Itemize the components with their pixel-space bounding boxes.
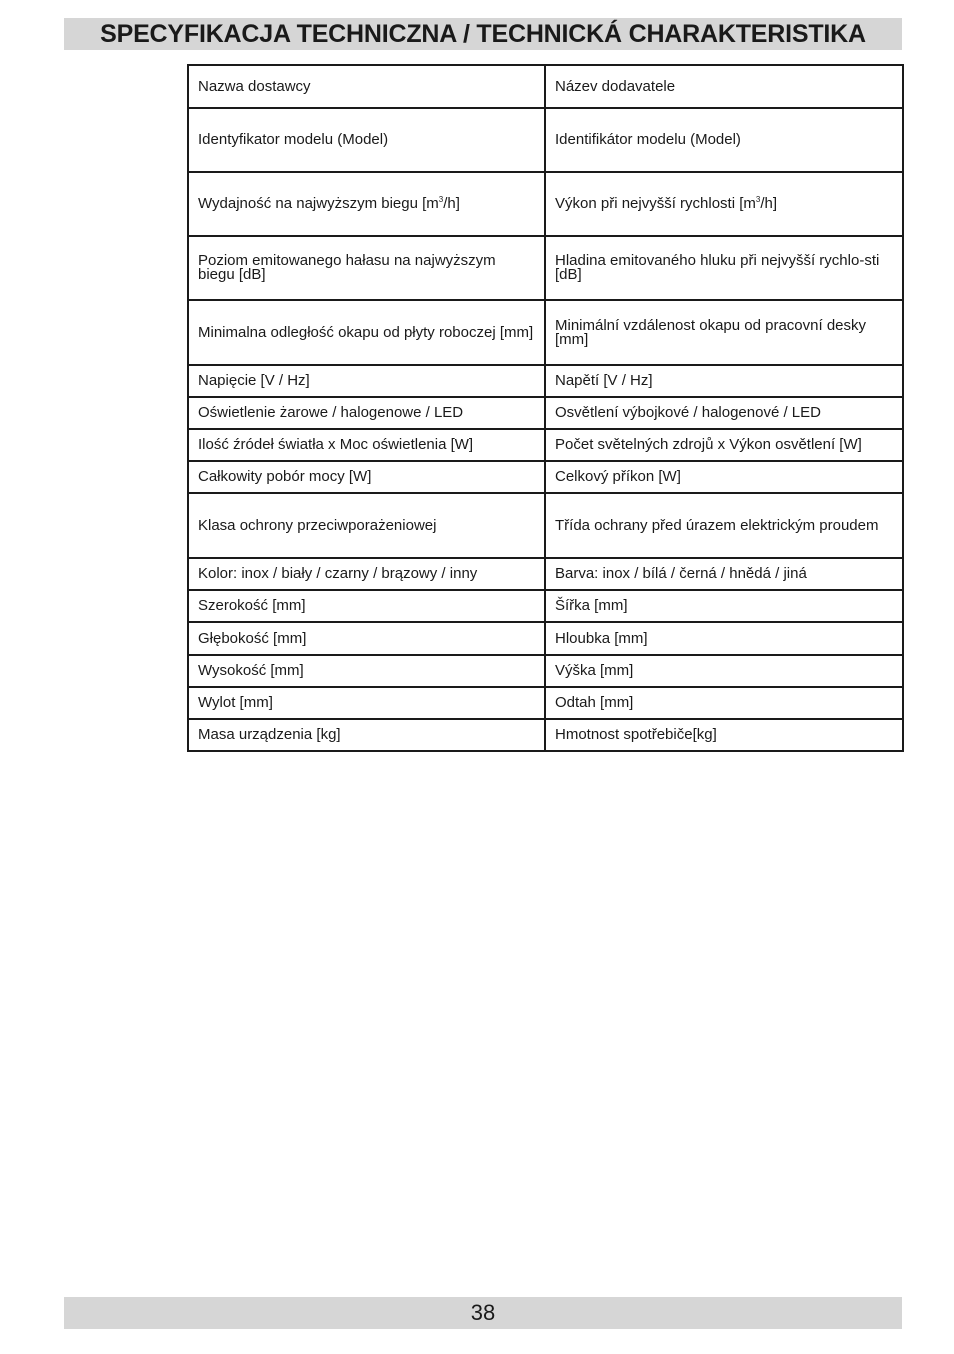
table-row — [188, 687, 903, 719]
cell-cz: Odtah [mm] — [545, 687, 903, 719]
cell-pl: Klasa ochrony przeciwporażeniowej — [188, 493, 545, 558]
cell-cz — [545, 172, 903, 236]
table-row — [188, 365, 903, 397]
table-row — [188, 397, 903, 429]
cell-cz: Třída ochrany před úrazem elektrickým proudem — [545, 493, 903, 558]
cell-pl: Nazwa dostawcy — [188, 65, 545, 108]
cell-pl-text: /h] — [443, 195, 460, 212]
table-row — [188, 622, 903, 655]
cell-pl: Wylot [mm] — [188, 687, 545, 719]
table-row — [188, 65, 903, 108]
table-row — [188, 461, 903, 493]
cell-pl: Masa urządzenia [kg] — [188, 719, 545, 751]
table-row — [188, 300, 903, 365]
cell-pl: Oświetlenie żarowe / halogenowe / LED — [188, 397, 545, 429]
superscript: 3 — [438, 195, 444, 204]
cell-pl: Szerokość [mm] — [188, 590, 545, 622]
cell-pl — [188, 172, 545, 236]
table-row — [188, 172, 903, 236]
cell-pl: Identyfikator modelu (Model) — [188, 108, 545, 172]
page-number: 38 — [470, 1300, 496, 1325]
cell-pl: Kolor: inox / biały / czarny / brązowy / inny — [188, 558, 545, 590]
cell-pl-text: Wydajność na najwyższym biegu [m — [198, 195, 439, 212]
cell-cz: Napětí [V / Hz] — [545, 365, 903, 397]
header-bar — [64, 18, 902, 50]
footer-bar — [64, 1297, 902, 1329]
cell-cz: Celkový příkon [W] — [545, 461, 903, 493]
table-row — [188, 429, 903, 461]
cell-cz: Barva: inox / bílá / černá / hnědá / jiná — [545, 558, 903, 590]
table-row — [188, 108, 903, 172]
cell-pl: Minimalna odległość okapu od płyty roboczej [mm] — [188, 300, 545, 365]
cell-pl: Całkowity pobór mocy [W] — [188, 461, 545, 493]
table-row — [188, 236, 903, 300]
cell-cz: Počet světelných zdrojů x Výkon osvětlení [W] — [545, 429, 903, 461]
superscript: 3 — [755, 195, 761, 204]
cell-cz: Osvětlení výbojkové / halogenové / LED — [545, 397, 903, 429]
cell-cz: Identifikátor modelu (Model) — [545, 108, 903, 172]
cell-cz: Hmotnost spotřebiče[kg] — [545, 719, 903, 751]
spec-table — [187, 64, 904, 752]
table-row — [188, 719, 903, 751]
cell-pl: Ilość źródeł światła x Moc oświetlenia [W] — [188, 429, 545, 461]
cell-cz: Hloubka [mm] — [545, 622, 903, 655]
cell-cz-text: Výkon při nejvyšší rychlosti [m — [555, 195, 756, 212]
cell-cz-text: /h] — [760, 195, 778, 212]
cell-cz: Minimální vzdálenost okapu od pracovní desky [mm] — [545, 300, 903, 365]
table-row — [188, 493, 903, 558]
table-row — [188, 655, 903, 687]
page-title: SPECYFIKACJA TECHNICZNA / TECHNICKÁ CHARAKTERISTIKA — [100, 19, 866, 48]
cell-pl: Napięcie [V / Hz] — [188, 365, 545, 397]
table-row — [188, 590, 903, 622]
cell-pl: Poziom emitowanego hałasu na najwyższym biegu [dB] — [188, 236, 545, 300]
table-row — [188, 558, 903, 590]
cell-cz: Šířka [mm] — [545, 590, 903, 622]
cell-pl: Głębokość [mm] — [188, 622, 545, 655]
cell-cz: Název dodavatele — [545, 65, 903, 108]
cell-cz: Hladina emitovaného hluku při nejvyšší rychlo-sti [dB] — [545, 236, 903, 300]
cell-pl: Wysokość [mm] — [188, 655, 545, 687]
cell-cz: Výška [mm] — [545, 655, 903, 687]
